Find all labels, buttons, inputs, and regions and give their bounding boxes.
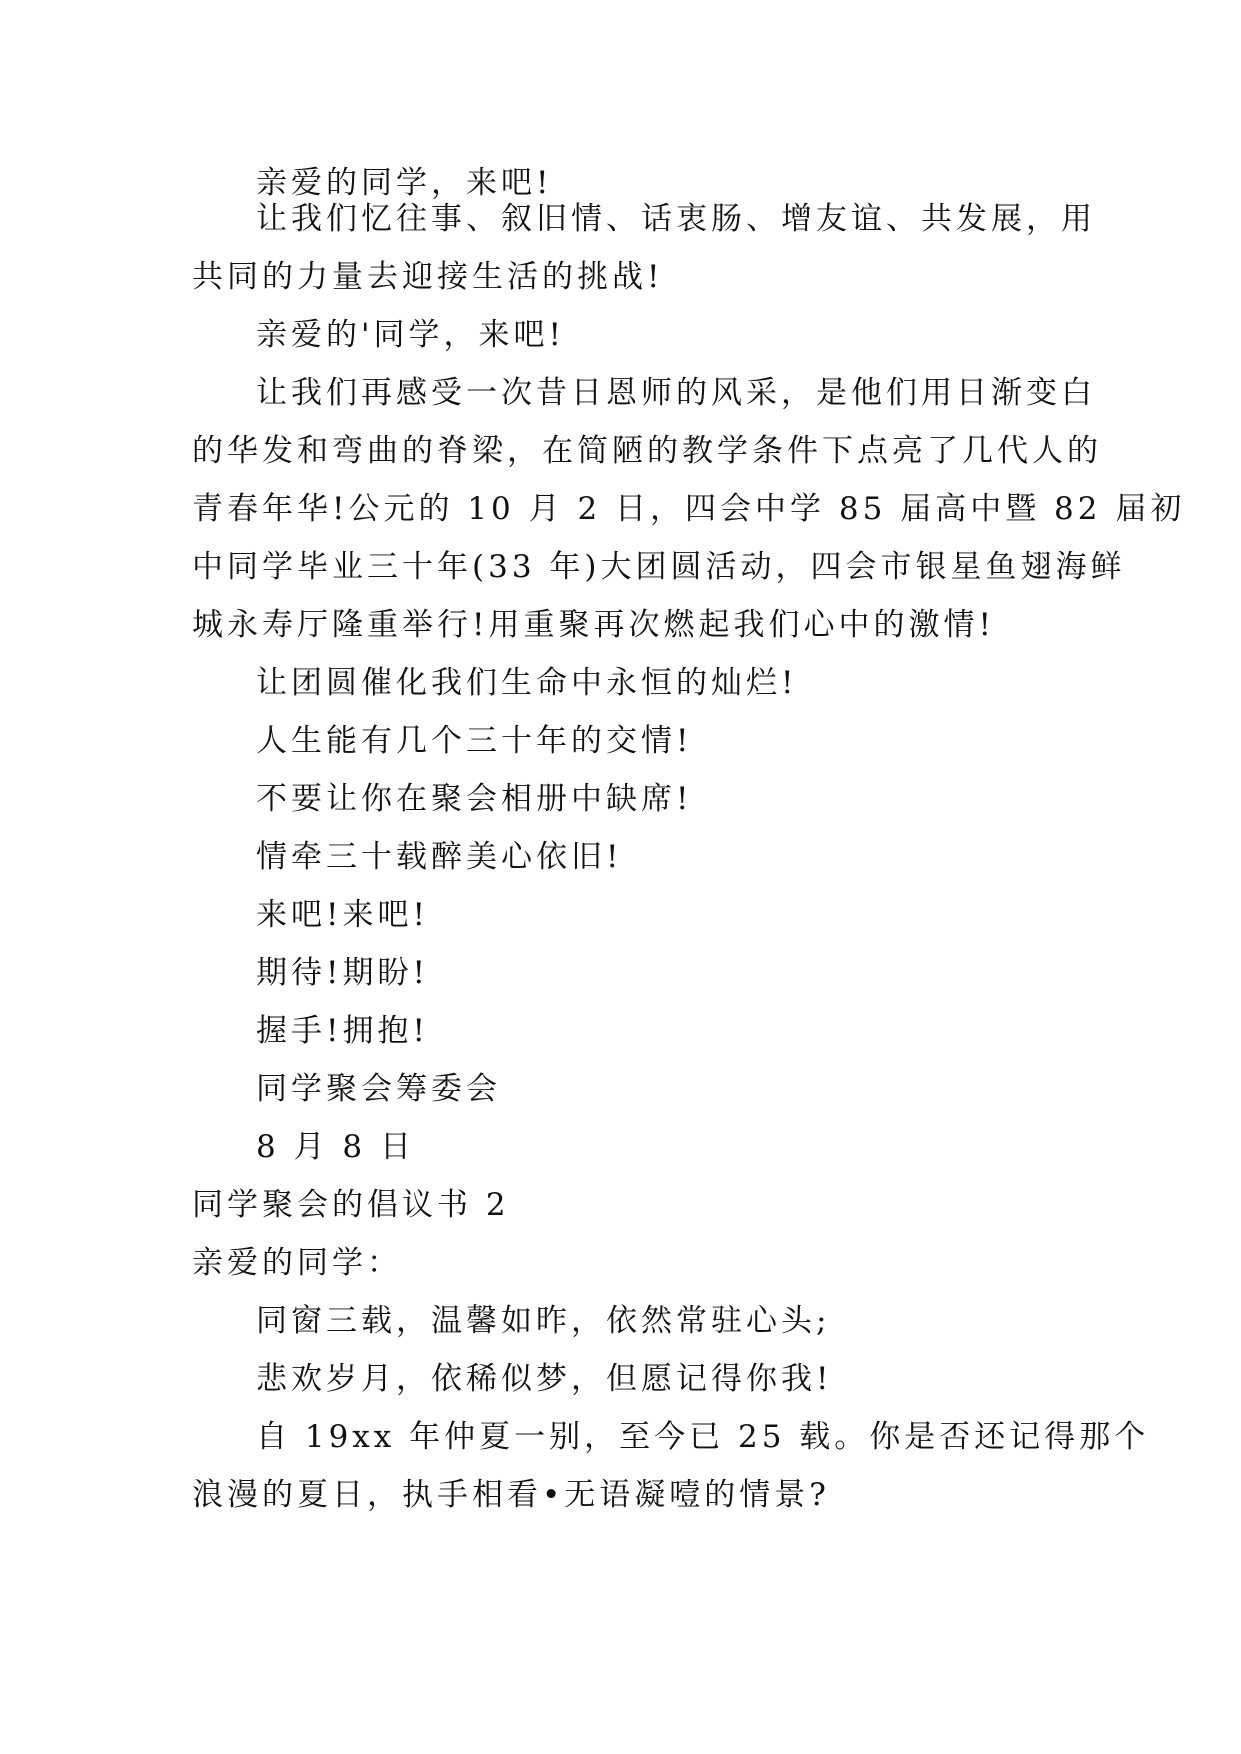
paragraph <box>192 306 1050 364</box>
text-line: 不要让你在聚会相册中缺席! <box>256 781 693 817</box>
paragraph <box>192 712 1050 770</box>
text-line: 青春年华!公元的 10 月 2 日，四会中学 85 届高中暨 82 届初 <box>192 491 1186 527</box>
text-line: 亲爱的同学，来吧! <box>256 165 553 201</box>
text-line: 亲爱的同学： <box>192 1245 402 1281</box>
text-line: 情牵三十载醉美心依旧! <box>256 839 623 875</box>
text-line: 同窗三载，温馨如昨，依然常驻心头; <box>256 1303 831 1339</box>
paragraph <box>192 828 1050 886</box>
paragraph <box>192 190 1096 306</box>
text-line: 来吧!来吧! <box>256 897 429 933</box>
text-line: 亲爱的'同学，来吧! <box>256 317 565 353</box>
paragraph <box>192 1002 1050 1060</box>
text-line: 同学聚会的倡议书 2 <box>192 1187 510 1223</box>
salutation <box>192 1234 1050 1292</box>
paragraph <box>192 770 1050 828</box>
text-line: 让团圆催化我们生命中永恒的灿烂! <box>256 665 798 701</box>
paragraph <box>192 1408 1150 1524</box>
text-line: 的华发和弯曲的脊梁，在简陋的教学条件下点亮了几代人的 <box>192 433 1102 469</box>
signature-organization <box>192 1060 1050 1118</box>
paragraph <box>192 944 1050 1002</box>
paragraph <box>192 654 1050 712</box>
text-line: 握手!拥抱! <box>256 1013 429 1049</box>
text-line: 中同学毕业三十年(33 年)大团圆活动，四会市银星鱼翅海鲜 <box>192 549 1126 585</box>
text-line: 让我们再感受一次昔日恩师的风采，是他们用日渐变白 <box>256 375 1096 411</box>
text-line: 人生能有几个三十年的交情! <box>256 723 693 759</box>
paragraph <box>192 1350 1050 1408</box>
text-line: 浪漫的夏日，执手相看•无语凝噎的情景? <box>192 1477 830 1513</box>
signature-date <box>192 1118 1050 1176</box>
paragraph <box>192 364 1186 654</box>
text-line: 同学聚会筹委会 <box>256 1071 501 1107</box>
text-line: 悲欢岁月，依稀似梦，但愿记得你我! <box>256 1361 833 1397</box>
text-line: 期待!期盼! <box>256 955 429 991</box>
text-line: 8 月 8 日 <box>256 1129 416 1165</box>
paragraph <box>192 886 1050 944</box>
section-title <box>192 1176 1050 1234</box>
text-line: 城永寿厅隆重举行!用重聚再次燃起我们心中的激情! <box>192 607 995 643</box>
text-line: 让我们忆往事、叙旧情、话衷肠、增友谊、共发展，用 <box>256 201 1096 237</box>
text-line: 自 19xx 年仲夏一别，至今已 25 载。你是否还记得那个 <box>256 1419 1150 1455</box>
paragraph <box>192 1292 1050 1350</box>
text-line: 共同的力量去迎接生活的挑战! <box>192 259 664 295</box>
